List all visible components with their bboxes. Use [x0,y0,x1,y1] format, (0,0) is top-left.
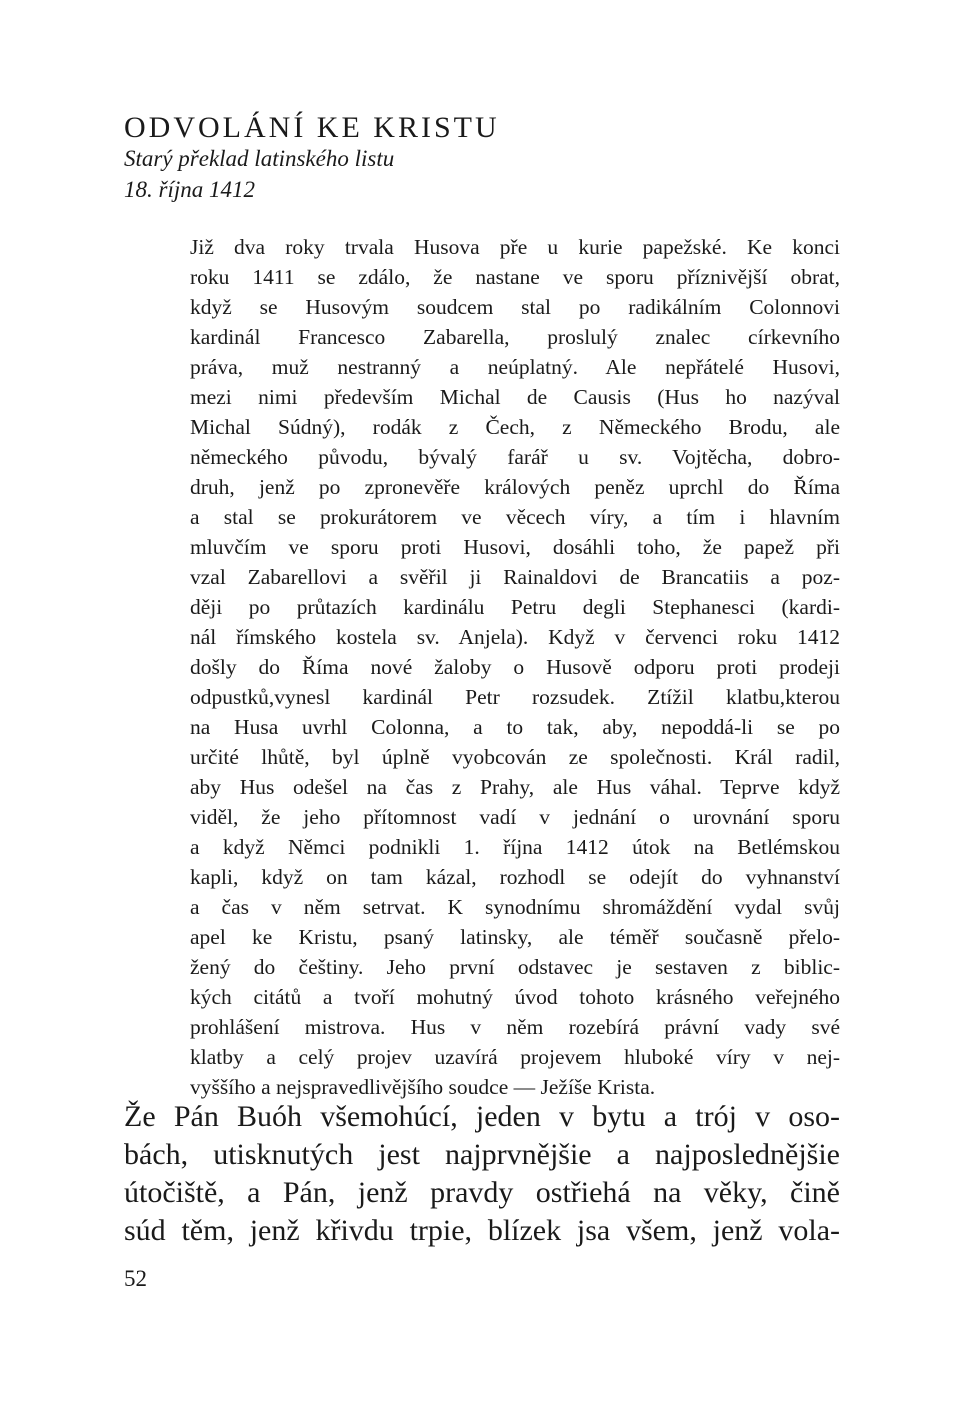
intro-line: prohlášení mistrova. Hus v něm rozebírá právní vady své [190,1015,840,1039]
intro-line: odpustků,vynesl kardinál Petr rozsudek. Ztížil klatbu,kterou [190,685,840,709]
chapter-subtitle: Starý překlad latinského listu [124,146,395,171]
intro-line: mezi nimi především Michal de Causis (Hus ho nazýval [190,385,840,409]
intro-line: druh, jenž po zpronevěře králových peněz uprchl do Říma [190,475,840,499]
intro-line: nál římského kostela sv. Anjela). Když v červenci roku 1412 [190,625,840,649]
intro-line: kých citátů a tvoří mohutný úvod tohoto krásného veřejného [190,985,840,1009]
intro-line: apel ke Kristu, psaný latinsky, ale téměř současně přelo- [190,925,840,949]
page-number: 52 [124,1266,147,1291]
intro-line: určité lhůtě, byl úplně vyobcován ze společnosti. Král radil, [190,745,840,769]
intro-line: německého původu, bývalý farář u sv. Vojtěcha, dobro- [190,445,840,469]
letter-line: útočiště, a Pán, jenž pravdy ostřiehá na věky, čině [124,1176,840,1209]
intro-paragraph [190,232,840,1102]
letter-line: Že Pán Buóh všemohúcí, jeden v bytu a trój v oso- [124,1100,840,1133]
intro-line: klatby a celý projev uzavírá projevem hluboké víry v nej- [190,1045,840,1069]
intro-line: na Husa uvrhl Colonna, a to tak, aby, nepoddá-li se po [190,715,840,739]
intro-line: práva, muž nestranný a neúplatný. Ale nepřátelé Husovi, [190,355,840,379]
intro-line: vzal Zabarellovi a svěřil ji Rainaldovi de Brancatiis a poz- [190,565,840,589]
letter-line: bách, utisknutých jest najprvnějšie a najposlednějšie [124,1138,840,1171]
intro-line: Michal Súdný), rodák z Čech, z Německého Brodu, ale [190,415,840,439]
intro-line: žený do češtiny. Jeho první odstavec je sestaven z biblic- [190,955,840,979]
intro-line: ději po průtazích kardinálu Petru degli Stephanesci (kardi- [190,595,840,619]
intro-line: mluvčím ve sporu proti Husovi, dosáhli toho, že papež při [190,535,840,559]
intro-line: viděl, že jeho přítomnost vadí v jednání o urovnání sporu [190,805,840,829]
chapter-date: 18. října 1412 [124,177,255,202]
letter-line: súd těm, jenž křivdu trpie, blízek jsa všem, jenž vola- [124,1214,840,1247]
letter-text [124,1098,840,1250]
chapter-title: ODVOLÁNÍ KE KRISTU [124,111,500,144]
intro-line: a čas v něm setrvat. K synodnímu shromáždění vydal svůj [190,895,840,919]
intro-line: roku 1411 se zdálo, že nastane ve sporu příznivější obrat, [190,265,840,289]
intro-line: Již dva roky trvala Husova pře u kurie papežské. Ke konci [190,235,840,259]
intro-line: aby Hus odešel na čas z Prahy, ale Hus váhal. Teprve když [190,775,840,799]
intro-line: kapli, když on tam kázal, rozhodl se odejít do vyhnanství [190,865,840,889]
intro-line: když se Husovým soudcem stal po radikálním Colonnovi [190,295,840,319]
intro-line: a stal se prokurátorem ve věcech víry, a tím i hlavním [190,505,840,529]
intro-line: a když Němci podnikli 1. října 1412 útok na Betlémskou [190,835,840,859]
intro-line: kardinál Francesco Zabarella, proslulý znalec církevního [190,325,840,349]
intro-line: vyššího a nejspravedlivějšího soudce — Ježíše Krista. [190,1075,656,1099]
intro-line: došly do Říma nové žaloby o Husově odporu proti prodeji [190,655,840,679]
